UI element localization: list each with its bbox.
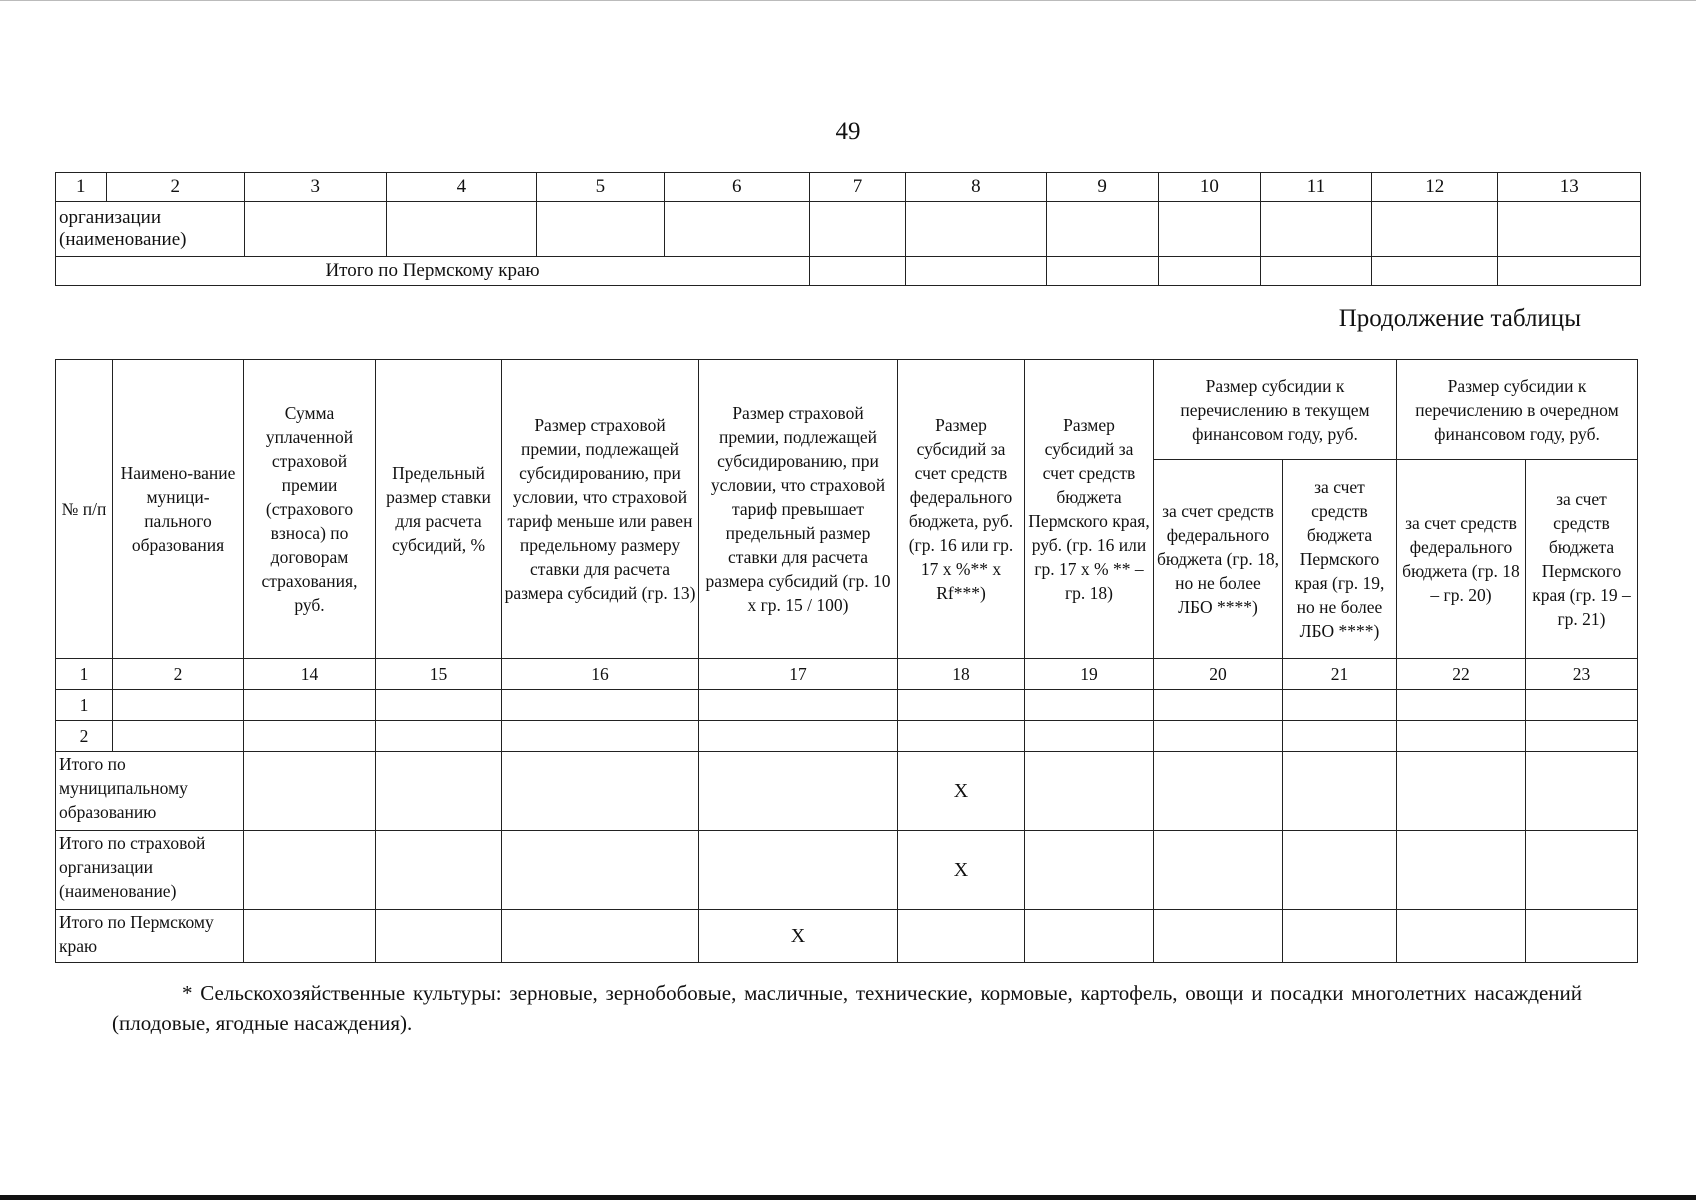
total-label: Итого по Пермскому краю — [56, 257, 810, 286]
table-cell — [1283, 690, 1397, 721]
table-row — [56, 690, 1638, 721]
total-municipal-label: Итого по муниципальному образованию — [56, 752, 244, 831]
column-number: 16 — [502, 659, 699, 690]
continuation-title: Продолжение таблицы — [1338, 305, 1581, 332]
header-cell: Размер субсидий за счет средств бюджета Пермского края, руб. (гр. 16 или гр. 17 х % ** – гр. 18) — [1025, 360, 1154, 659]
total-insurer-label: Итого по страховой организации (наименование) — [56, 831, 244, 910]
table-cell — [1372, 257, 1498, 286]
scan-bottom-edge — [0, 1195, 1696, 1200]
column-number: 13 — [1498, 173, 1641, 202]
column-number: 8 — [906, 173, 1047, 202]
table-cell — [898, 721, 1025, 752]
table-cell — [699, 690, 898, 721]
table-cell — [699, 831, 898, 910]
table-cell — [376, 752, 502, 831]
table-cell — [1372, 202, 1498, 257]
header-cell: Наимено-вание муници-пального образования — [113, 360, 244, 659]
row-number: 1 — [56, 690, 113, 721]
table-row — [56, 257, 1641, 286]
header-group-cell: Размер субсидии к перечислению в очередном финансовом году, руб. — [1397, 360, 1638, 460]
column-number: 4 — [386, 173, 537, 202]
table-cell — [244, 721, 376, 752]
total-region-row — [56, 910, 1638, 963]
header-cell: за счет средств федерального бюджета (гр. 18 – гр. 20) — [1397, 460, 1526, 659]
table-cell — [898, 910, 1025, 963]
table-cell — [1046, 202, 1158, 257]
header-cell: Предельный размер ставки для расчета субсидий, % — [376, 360, 502, 659]
table-cell — [376, 910, 502, 963]
column-number: 1 — [56, 173, 107, 202]
column-number: 17 — [699, 659, 898, 690]
column-number: 15 — [376, 659, 502, 690]
table-cell — [376, 690, 502, 721]
header-row — [56, 173, 1641, 202]
table-cell — [376, 721, 502, 752]
table-cell — [1025, 910, 1154, 963]
table-cell — [386, 202, 537, 257]
table-cell — [1260, 202, 1371, 257]
table-row — [56, 202, 1641, 257]
table-cell — [376, 831, 502, 910]
column-number: 9 — [1046, 173, 1158, 202]
table-cell — [1154, 690, 1283, 721]
total-municipal-row — [56, 752, 1638, 831]
table-cell — [502, 831, 699, 910]
table-cell — [906, 257, 1047, 286]
table-cell — [244, 910, 376, 963]
column-number: 10 — [1158, 173, 1260, 202]
table-cell — [1025, 690, 1154, 721]
table-cell — [113, 721, 244, 752]
column-number: 7 — [810, 173, 906, 202]
table-cell — [502, 721, 699, 752]
table-cell — [244, 831, 376, 910]
table-cell — [1158, 257, 1260, 286]
table-cell — [1260, 257, 1371, 286]
table-cell — [699, 721, 898, 752]
table-cell — [502, 752, 699, 831]
table-cell — [1283, 910, 1397, 963]
column-number: 5 — [537, 173, 664, 202]
table-cell — [1498, 202, 1641, 257]
table-cell — [1154, 752, 1283, 831]
column-number: 14 — [244, 659, 376, 690]
header-row — [56, 360, 1638, 460]
column-number-row — [56, 659, 1638, 690]
column-number: 11 — [1260, 173, 1371, 202]
table-cell — [906, 202, 1047, 257]
header-cell: за счет средств федерального бюджета (гр. 18, но не более ЛБО ****) — [1154, 460, 1283, 659]
table-cell — [1526, 910, 1638, 963]
footnote: * Сельскохозяйственные культуры: зерновые, зернобобовые, масличные, технические, кормовые, картофель, овощи и посадки многолетних насаждений (плодовые, ягодные насаждения). — [112, 981, 1582, 1035]
table-cell — [1526, 752, 1638, 831]
header-cell: Сумма уплаченной страховой премии (страхового взноса) по договорам страхования, руб. — [244, 360, 376, 659]
org-label: организации (наименование) — [56, 202, 245, 257]
table-cell — [1397, 831, 1526, 910]
table-cell — [537, 202, 664, 257]
table-cell — [245, 202, 387, 257]
column-number: 2 — [106, 173, 244, 202]
table-cell — [1526, 831, 1638, 910]
table-cell — [664, 202, 810, 257]
table-row — [56, 721, 1638, 752]
x-mark: Х — [898, 752, 1025, 831]
x-mark: Х — [699, 910, 898, 963]
table-cell — [898, 690, 1025, 721]
table-cell — [1498, 257, 1641, 286]
page-number: 49 — [835, 118, 861, 145]
table-cell — [502, 690, 699, 721]
table-cell — [1025, 721, 1154, 752]
table-cell — [1154, 910, 1283, 963]
header-group-cell: Размер субсидии к перечислению в текущем финансовом году, руб. — [1154, 360, 1397, 460]
column-number: 20 — [1154, 659, 1283, 690]
column-number: 12 — [1372, 173, 1498, 202]
table-cell — [1154, 721, 1283, 752]
table-cell — [1283, 721, 1397, 752]
header-cell: за счет средств бюджета Пермского края (гр. 19 – гр. 21) — [1526, 460, 1638, 659]
table-cell — [1046, 257, 1158, 286]
table-cell — [1526, 721, 1638, 752]
table-cell — [1158, 202, 1260, 257]
total-region-label: Итого по Пермскому краю — [56, 910, 244, 963]
table-cell — [1526, 690, 1638, 721]
table-cell — [1397, 690, 1526, 721]
column-number: 23 — [1526, 659, 1638, 690]
column-number: 2 — [113, 659, 244, 690]
header-cell: Размер страховой премии, подлежащей субсидированию, при условии, что страховой тариф превышает предельный размер ставки для расчета размера субсидий (гр. 10 х гр. 15 / 100) — [699, 360, 898, 659]
table-cell — [113, 690, 244, 721]
column-number: 22 — [1397, 659, 1526, 690]
table-cell — [810, 257, 906, 286]
main-table — [55, 359, 1638, 963]
table-cell — [1154, 831, 1283, 910]
table-cell — [1397, 721, 1526, 752]
table-cell — [1397, 752, 1526, 831]
column-number: 1 — [56, 659, 113, 690]
header-cell: Размер субсидий за счет средств федерального бюджета, руб. (гр. 16 или гр. 17 х %** х Rf***) — [898, 360, 1025, 659]
header-cell: за счет средств бюджета Пермского края (гр. 19, но не более ЛБО ****) — [1283, 460, 1397, 659]
header-cell: № п/п — [56, 360, 113, 659]
top-table — [55, 172, 1641, 286]
total-insurer-row — [56, 831, 1638, 910]
scan-edge-line — [0, 0, 1696, 1]
table-cell — [1397, 910, 1526, 963]
table-cell — [1283, 831, 1397, 910]
table-cell — [244, 752, 376, 831]
table-cell — [699, 752, 898, 831]
header-cell: Размер страховой премии, подлежащей субсидированию, при условии, что страховой тариф меньше или равен предельному размеру ставки для расчета размера субсидий (гр. 13) — [502, 360, 699, 659]
column-number: 18 — [898, 659, 1025, 690]
table-cell — [244, 690, 376, 721]
column-number: 21 — [1283, 659, 1397, 690]
table-cell — [1283, 752, 1397, 831]
column-number: 3 — [245, 173, 387, 202]
table-cell — [1025, 752, 1154, 831]
table-cell — [810, 202, 906, 257]
column-number: 6 — [664, 173, 810, 202]
x-mark: Х — [898, 831, 1025, 910]
table-cell — [1025, 831, 1154, 910]
row-number: 2 — [56, 721, 113, 752]
table-cell — [502, 910, 699, 963]
column-number: 19 — [1025, 659, 1154, 690]
